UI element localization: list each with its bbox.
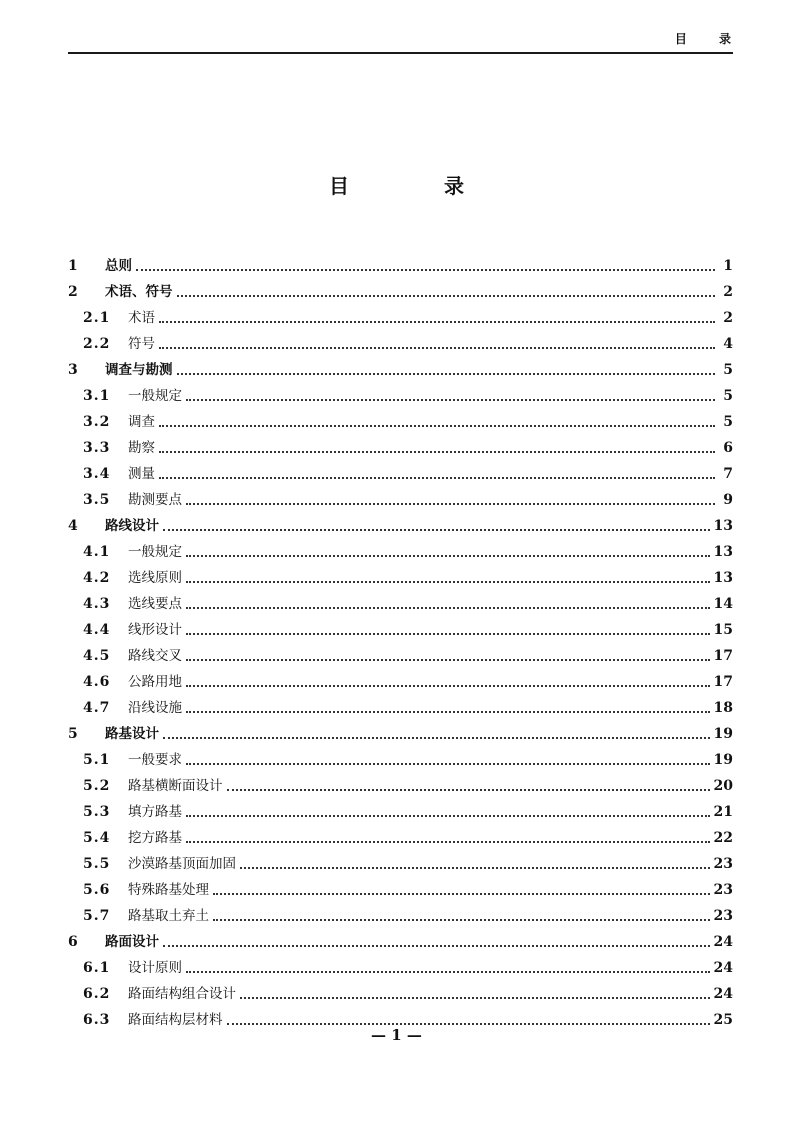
toc-entry-title: 路面结构组合设计: [128, 986, 236, 1002]
dot-leader: [159, 476, 715, 479]
toc-entry-page: 7: [723, 466, 733, 482]
dot-leader: [186, 684, 710, 687]
toc-chapter-entry[interactable]: [68, 926, 733, 952]
toc-section-entry[interactable]: [68, 874, 733, 900]
toc-entry-page: 15: [713, 622, 733, 638]
toc-entry-title: 挖方路基: [128, 830, 182, 846]
toc-entry-number: 5.7: [83, 908, 111, 924]
toc-section-entry[interactable]: [68, 328, 733, 354]
toc-entry-page: 23: [713, 908, 733, 924]
toc-section-entry[interactable]: [68, 302, 733, 328]
toc-section-entry[interactable]: [68, 770, 733, 796]
toc-section-entry[interactable]: [68, 406, 733, 432]
toc-entry-page: 5: [723, 414, 733, 430]
dot-leader: [186, 554, 710, 557]
toc-entry-title: 勘测要点: [128, 492, 182, 508]
toc-chapter-entry[interactable]: [68, 354, 733, 380]
toc-entry-page: 13: [713, 570, 733, 586]
toc-chapter-entry[interactable]: [68, 718, 733, 744]
toc-entry-number: 5.1: [83, 752, 111, 768]
toc-entry-title: 填方路基: [128, 804, 182, 820]
toc-entry-page: 2: [723, 284, 733, 300]
toc-entry-title: 一般要求: [128, 752, 182, 768]
page-title: 目 录: [329, 174, 508, 198]
toc-entry-number: 2.2: [83, 336, 111, 352]
dot-leader: [240, 866, 710, 869]
toc-entry-number: 6.2: [83, 986, 111, 1002]
toc-entry-page: 24: [713, 960, 733, 976]
dot-leader: [159, 424, 715, 427]
toc-section-entry[interactable]: [68, 692, 733, 718]
toc-chapter-entry[interactable]: [68, 510, 733, 536]
dot-leader: [186, 814, 710, 817]
dot-leader: [163, 528, 710, 531]
toc-entry-page: 19: [713, 726, 733, 742]
dot-leader: [186, 762, 710, 765]
toc-entry-title: 路面结构层材料: [128, 1012, 223, 1028]
toc-entry-page: 4: [723, 336, 733, 352]
toc-entry-number: 4.4: [83, 622, 111, 638]
toc-entry-number: 5.2: [83, 778, 111, 794]
toc-entry-title: 路基取土弃土: [128, 908, 209, 924]
dot-leader: [186, 658, 710, 661]
toc-entry-number: 2.1: [83, 310, 111, 326]
dot-leader: [213, 918, 710, 921]
toc-entry-number: 6: [68, 934, 78, 950]
toc-entry-title: 调查与勘测: [105, 362, 173, 378]
toc-entry-title: 选线原则: [128, 570, 182, 586]
toc-entry-title: 沙漠路基顶面加固: [128, 856, 236, 872]
toc-entry-page: 6: [723, 440, 733, 456]
toc-entry-number: 6.3: [83, 1012, 111, 1028]
dot-leader: [163, 944, 710, 947]
toc-entry-title: 调查: [128, 414, 155, 430]
toc-entry-title: 一般规定: [128, 544, 182, 560]
toc-entry-number: 3.3: [83, 440, 111, 456]
toc-entry-number: 3.1: [83, 388, 111, 404]
toc-entry-title: 术语: [128, 310, 155, 326]
toc-section-entry[interactable]: [68, 588, 733, 614]
toc-section-entry[interactable]: [68, 796, 733, 822]
toc-entry-page: 19: [713, 752, 733, 768]
toc-chapter-entry[interactable]: [68, 276, 733, 302]
toc-entry-title: 路线设计: [105, 518, 159, 534]
dot-leader: [159, 320, 715, 323]
toc-section-entry[interactable]: [68, 458, 733, 484]
toc-entry-page: 5: [723, 388, 733, 404]
toc-entry-number: 4.6: [83, 674, 111, 690]
toc-entry-page: 22: [713, 830, 733, 846]
toc-entry-title: 总则: [105, 258, 132, 274]
toc-entry-number: 4.1: [83, 544, 111, 560]
dot-leader: [177, 372, 716, 375]
toc-entry-page: 1: [723, 258, 733, 274]
toc-entry-number: 4.2: [83, 570, 111, 586]
toc-entry-title: 特殊路基处理: [128, 882, 209, 898]
toc-section-entry[interactable]: [68, 484, 733, 510]
running-header-text: 目 录: [674, 32, 745, 46]
toc-entry-number: 3.4: [83, 466, 111, 482]
toc-entry-number: 1: [68, 258, 78, 274]
toc-entry-page: 13: [713, 544, 733, 560]
toc-entry-page: 20: [713, 778, 733, 794]
toc-section-entry[interactable]: [68, 900, 733, 926]
toc-section-entry[interactable]: [68, 536, 733, 562]
toc-section-entry[interactable]: [68, 952, 733, 978]
toc-entry-title: 路线交叉: [128, 648, 182, 664]
toc-entry-number: 3.2: [83, 414, 111, 430]
toc-entry-number: 6.1: [83, 960, 111, 976]
toc-entry-number: 2: [68, 284, 78, 300]
toc-entry-page: 14: [713, 596, 733, 612]
dot-leader: [186, 502, 715, 505]
toc-entry-title: 线形设计: [128, 622, 182, 638]
toc-entry-page: 21: [713, 804, 733, 820]
dot-leader: [186, 580, 710, 583]
toc-entry-page: 23: [713, 856, 733, 872]
dot-leader: [159, 450, 715, 453]
toc-entry-number: 5: [68, 726, 78, 742]
page-number: — 1 —: [371, 1026, 422, 1044]
toc-entry-title: 路基设计: [105, 726, 159, 742]
toc-entry-number: 4.5: [83, 648, 111, 664]
toc-entry-page: 24: [713, 986, 733, 1002]
running-header: [68, 26, 745, 54]
toc-entry-title: 路基横断面设计: [128, 778, 223, 794]
toc-entry-title: 术语、符号: [105, 284, 173, 300]
toc-section-entry[interactable]: [68, 666, 733, 692]
toc-entry-number: 5.6: [83, 882, 111, 898]
dot-leader: [163, 736, 710, 739]
toc-section-entry[interactable]: [68, 432, 733, 458]
toc-entry-page: 5: [723, 362, 733, 378]
toc-entry-title: 设计原则: [128, 960, 182, 976]
dot-leader: [136, 268, 715, 271]
toc-entry-title: 测量: [128, 466, 155, 482]
toc-entry-number: 5.3: [83, 804, 111, 820]
dot-leader: [213, 892, 710, 895]
toc-entry-number: 5.4: [83, 830, 111, 846]
toc-entry-title: 路面设计: [105, 934, 159, 950]
toc-entry-number: 4: [68, 518, 78, 534]
toc-entry-page: 25: [713, 1012, 733, 1028]
toc-entry-title: 沿线设施: [128, 700, 182, 716]
toc-entry-page: 17: [713, 648, 733, 664]
dot-leader: [186, 632, 710, 635]
toc-entry-page: 17: [713, 674, 733, 690]
toc-section-entry[interactable]: [68, 562, 733, 588]
toc-entry-title: 选线要点: [128, 596, 182, 612]
dot-leader: [186, 398, 715, 401]
toc-section-entry[interactable]: [68, 380, 733, 406]
dot-leader: [186, 970, 710, 973]
dot-leader: [186, 606, 710, 609]
toc-section-entry[interactable]: [68, 978, 733, 1004]
toc-entry-page: 23: [713, 882, 733, 898]
toc-entry-number: 3.5: [83, 492, 111, 508]
toc-section-entry[interactable]: [68, 848, 733, 874]
toc-entry-title: 公路用地: [128, 674, 182, 690]
toc-entry-title: 勘察: [128, 440, 155, 456]
dot-leader: [227, 1022, 710, 1025]
dot-leader: [240, 996, 710, 999]
toc-entry-title: 符号: [128, 336, 155, 352]
dot-leader: [186, 710, 710, 713]
toc-entry-page: 9: [723, 492, 733, 508]
toc-entry-number: 4.7: [83, 700, 111, 716]
toc-entry-number: 3: [68, 362, 78, 378]
toc-entry-page: 13: [713, 518, 733, 534]
dot-leader: [177, 294, 716, 297]
toc-entry-number: 5.5: [83, 856, 111, 872]
dot-leader: [186, 840, 710, 843]
toc-section-entry[interactable]: [68, 822, 733, 848]
toc-section-entry[interactable]: [68, 614, 733, 640]
toc-entry-title: 一般规定: [128, 388, 182, 404]
toc-chapter-entry[interactable]: [68, 250, 733, 276]
table-of-contents: [68, 250, 733, 1030]
toc-section-entry[interactable]: [68, 744, 733, 770]
dot-leader: [159, 346, 715, 349]
toc-entry-page: 2: [723, 310, 733, 326]
dot-leader: [227, 788, 710, 791]
toc-entry-number: 4.3: [83, 596, 111, 612]
toc-entry-page: 18: [713, 700, 733, 716]
toc-section-entry[interactable]: [68, 640, 733, 666]
toc-entry-page: 24: [713, 934, 733, 950]
